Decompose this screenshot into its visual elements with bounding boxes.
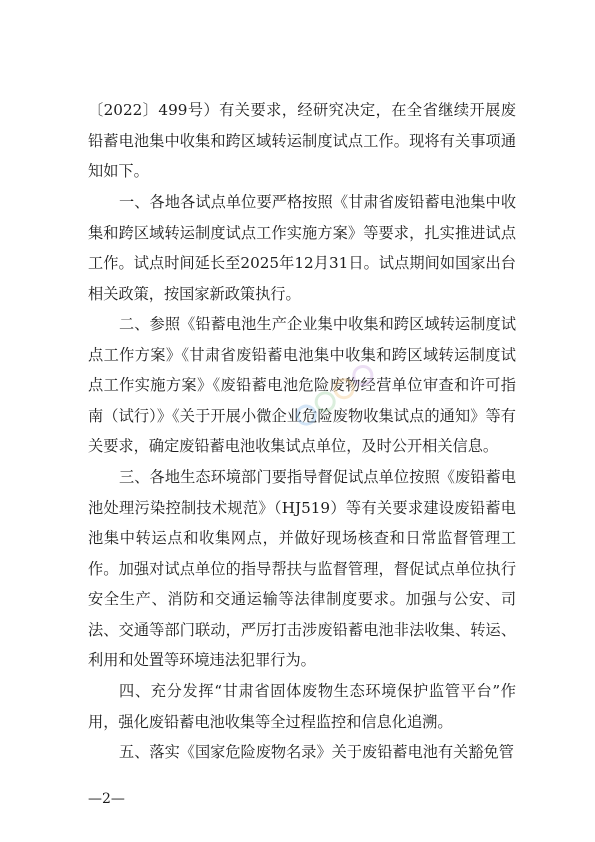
paragraph-item-1: 一、各地各试点单位要严格按照《甘肃省废铅蓄电池集中收集和跨区域转运制度试点工作实施方案》等要求，扎实推进试点工作。试点时间延长至2025年12月31日。试点期间如国家出台相关政策，按国家新政策执行。 (88, 193, 516, 303)
paragraph-intro: 〔2022〕499号）有关要求，经研究决定，在全省继续开展废铅蓄电池集中收集和跨区域转运制度试点工作。现将有关事项通知如下。 (88, 101, 516, 180)
paragraph-item-2: 二、参照《铅蓄电池生产企业集中收集和跨区域转运制度试点工作方案》《甘肃省废铅蓄电池集中收集和跨区域转运制度试点工作实施方案》《废铅蓄电池危险废物经营单位审查和许可指南（试行）》《关于开展小微企业危险废物收集试点的通知》等有关要求，确定废铅蓄电池收集试点单位，及时公开相关信息。 (88, 315, 516, 455)
paragraph-item-5: 五、落实《国家危险废物名录》关于废铅蓄电池有关豁免管 (119, 743, 514, 761)
paragraph-item-3: 三、各地生态环境部门要指导督促试点单位按照《废铅蓄电池处理污染控制技术规范》（HJ519）等有关要求建设废铅蓄电池集中转运点和收集网点，并做好现场核查和日常监督管理工作。加强对试点单位的指导帮扶与监督管理，督促试点单位执行安全生产、消防和交通运输等法律制度要求。加强与公安、司法、交通等部门联动，严厉打击涉废铅蓄电池非法收集、转运、利用和处置等环境违法犯罪行为。 (88, 468, 516, 669)
paragraph-item-4: 四、充分发挥“甘肃省固体废物生态环境保护监管平台”作用，强化废铅蓄电池收集等全过程监控和信息化追溯。 (88, 682, 516, 731)
page-number: —2— (88, 791, 125, 807)
